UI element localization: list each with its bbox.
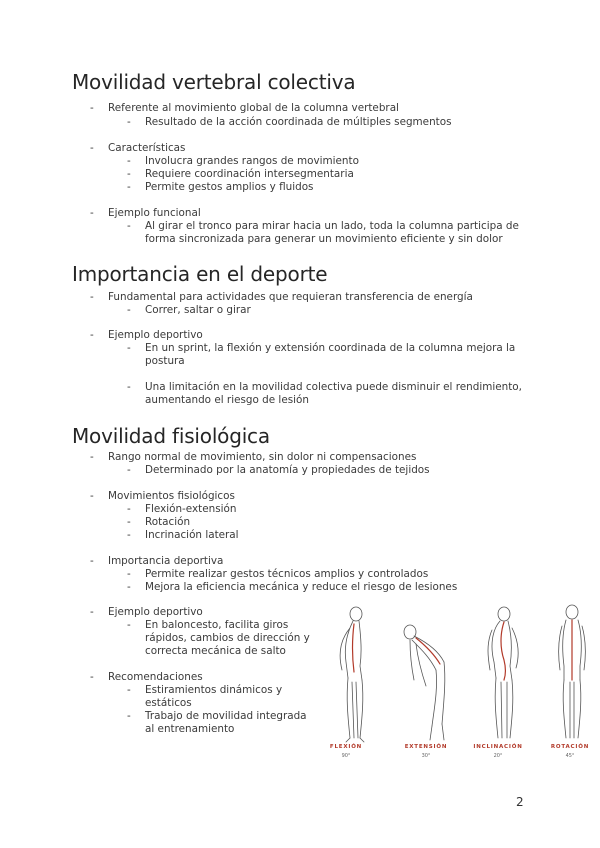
bullet-dash: - [127, 381, 131, 393]
bullet-dash: - [90, 606, 94, 618]
bullet-dash: - [90, 671, 94, 683]
list-item: Al girar el tronco para mirar hacia un lado, toda la columna participa de forma sincronizada para generar un movimiento eficiente y sin dolor [145, 220, 519, 245]
section-title-importancia-deporte: Importancia en el deporte [72, 262, 328, 286]
bullet-dash: - [127, 710, 131, 722]
list-item: Permite gestos amplios y fluidos [145, 181, 314, 193]
list-item: Mejora la eficiencia mecánica y reduce el riesgo de lesiones [145, 581, 458, 593]
list-item: Permite realizar gestos técnicos amplios y controlados [145, 568, 429, 580]
page-number: 2 [516, 795, 524, 809]
degree-rotation: 45° [565, 753, 575, 759]
list-item: Estiramientos dinámicos y estáticos [145, 684, 283, 709]
list-item: Recomendaciones [108, 671, 203, 683]
bullet-dash: - [90, 451, 94, 463]
list-item: Ejemplo funcional [108, 207, 201, 219]
bullet-dash: - [127, 304, 131, 316]
list-item: Requiere coordinación intersegmentaria [145, 168, 354, 180]
section-title-movilidad-fisiologica: Movilidad fisiológica [72, 424, 270, 448]
degree-flexion: 90° [341, 753, 351, 759]
extension-figure [404, 625, 445, 740]
list-item: Ejemplo deportivo [108, 606, 203, 618]
bullet-dash: - [127, 684, 131, 696]
section-title-movilidad-colectiva: Movilidad vertebral colectiva [72, 70, 356, 94]
rotation-figure [559, 605, 586, 738]
bullet-dash: - [90, 102, 94, 114]
caption-extension: EXTENSIÓN [404, 744, 448, 750]
list-item: Involucra grandes rangos de movimiento [145, 155, 359, 167]
list-item: Características [108, 142, 186, 154]
caption-inclination: INCLINACIÓN [473, 744, 523, 750]
bullet-dash: - [127, 116, 131, 128]
list-item: Importancia deportiva [108, 555, 224, 567]
bullet-dash: - [127, 516, 131, 528]
caption-rotation: ROTACIÓN [550, 744, 590, 750]
list-item: Ejemplo deportivo [108, 329, 203, 341]
bullet-dash: - [127, 168, 131, 180]
spine-movements-illustration [326, 600, 596, 765]
bullet-dash: - [90, 291, 94, 303]
bullet-dash: - [127, 155, 131, 167]
inclination-figure [488, 607, 518, 738]
list-item: En un sprint, la flexión y extensión coordinada de la columna mejora la postura [145, 342, 516, 367]
list-item: Referente al movimiento global de la columna vertebral [108, 102, 399, 114]
list-item: Rango normal de movimiento, sin dolor ni compensaciones [108, 451, 417, 463]
caption-flexion: FLEXIÓN [329, 744, 363, 750]
bullet-dash: - [127, 581, 131, 593]
list-item: Incrinación lateral [145, 529, 239, 541]
bullet-dash: - [127, 568, 131, 580]
bullet-dash: - [127, 529, 131, 541]
bullet-dash: - [90, 555, 94, 567]
list-item: Una limitación en la movilidad colectiva puede disminuir el rendimiento, aumentando el riesgo de lesión [145, 381, 522, 406]
bullet-dash: - [90, 142, 94, 154]
bullet-dash: - [90, 490, 94, 502]
bullet-dash: - [127, 503, 131, 515]
list-item: Flexión-extensión [145, 503, 237, 515]
list-item: Resultado de la acción coordinada de múltiples segmentos [145, 116, 452, 128]
degree-extension: 30° [421, 753, 431, 759]
bullet-dash: - [90, 207, 94, 219]
list-item: Fundamental para actividades que requieran transferencia de energía [108, 291, 473, 303]
bullet-dash: - [127, 181, 131, 193]
list-item: Movimientos fisiológicos [108, 490, 235, 502]
degree-inclination: 20° [493, 753, 503, 759]
list-item: Rotación [145, 516, 191, 528]
list-item: Determinado por la anatomía y propiedades de tejidos [145, 464, 430, 476]
bullet-dash: - [127, 619, 131, 631]
flexion-figure [340, 607, 364, 742]
list-item: Trabajo de movilidad integrada al entrenamiento [145, 710, 307, 735]
bullet-dash: - [127, 220, 131, 232]
bullet-dash: - [90, 329, 94, 341]
list-item: En baloncesto, facilita giros rápidos, cambios de dirección y correcta mecánica de salto [145, 619, 310, 657]
list-item: Correr, saltar o girar [145, 304, 251, 316]
bullet-dash: - [127, 464, 131, 476]
bullet-dash: - [127, 342, 131, 354]
